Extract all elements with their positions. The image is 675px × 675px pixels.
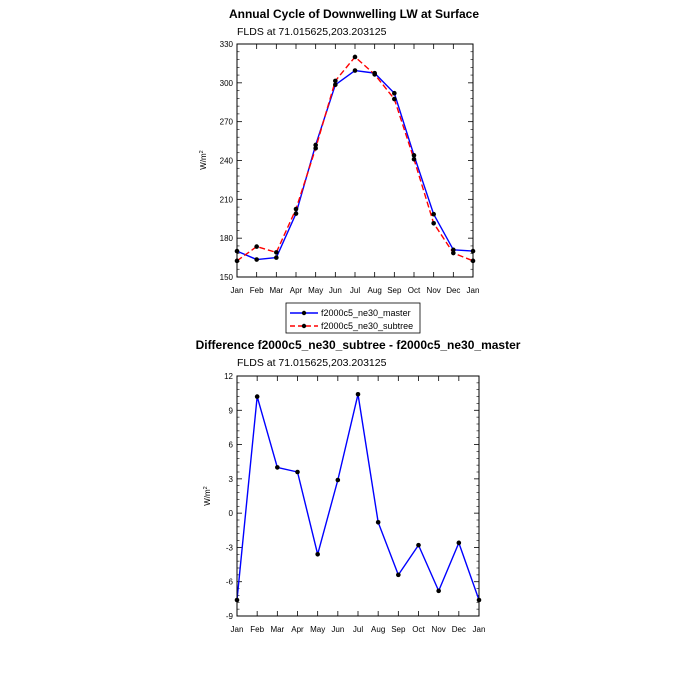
- data-point-0: [315, 552, 320, 557]
- x-tick-label: Mar: [269, 286, 284, 295]
- chart-subtitle: FLDS at 71.015625,203.203125: [237, 357, 387, 369]
- x-tick-label: Nov: [426, 286, 441, 295]
- y-tick-label: 150: [219, 273, 233, 282]
- x-tick-label: Sep: [391, 625, 406, 634]
- y-tick-label: -9: [225, 612, 233, 621]
- chart-title: Difference f2000c5_ne30_subtree - f2000c5_ne30_master: [195, 338, 521, 352]
- y-tick-label: 9: [228, 406, 233, 416]
- y-tick-label: 6: [228, 440, 233, 450]
- data-point-0: [294, 211, 299, 216]
- x-tick-label: Jan: [230, 625, 244, 634]
- legend-label-subtree: f2000c5_ne30_subtree: [321, 321, 414, 331]
- data-point-0: [254, 257, 259, 262]
- x-tick-label: Nov: [431, 625, 446, 634]
- y-tick-label: 240: [219, 156, 233, 166]
- x-tick-label: Dec: [446, 286, 461, 295]
- data-point-0: [336, 478, 341, 483]
- x-tick-label: Oct: [407, 286, 421, 295]
- y-axis-label: $W/m^2$: [199, 150, 208, 170]
- chart-subtitle: FLDS at 71.015625,203.203125: [237, 26, 387, 38]
- x-tick-label: Jan: [466, 286, 480, 295]
- x-tick-label: May: [308, 286, 324, 295]
- x-tick-label: Jul: [349, 286, 361, 295]
- legend-marker-subtree: [302, 324, 306, 328]
- data-point-1: [313, 146, 318, 151]
- x-tick-label: May: [310, 625, 326, 634]
- data-point-0: [436, 589, 441, 594]
- data-point-1: [254, 244, 259, 249]
- data-point-0: [295, 470, 300, 475]
- x-tick-label: Oct: [412, 625, 425, 634]
- data-point-0: [392, 91, 397, 96]
- y-tick-label: 180: [219, 234, 233, 244]
- data-point-0: [275, 465, 280, 470]
- data-point-1: [451, 251, 456, 256]
- x-tick-label: Jan: [230, 286, 244, 295]
- data-point-0: [255, 394, 260, 399]
- legend-label-master: f2000c5_ne30_master: [321, 308, 411, 318]
- data-point-1: [372, 72, 377, 77]
- x-tick-label: Aug: [371, 625, 386, 634]
- y-tick-label: 12: [224, 372, 233, 381]
- y-tick-label: -6: [225, 577, 233, 587]
- data-point-0: [376, 520, 381, 525]
- data-point-0: [353, 68, 358, 73]
- x-tick-label: Aug: [367, 286, 382, 295]
- data-point-1: [431, 221, 436, 226]
- data-point-0: [457, 541, 462, 546]
- legend: [286, 303, 420, 333]
- data-point-1: [353, 55, 358, 60]
- x-tick-label: Sep: [387, 286, 402, 295]
- y-tick-label: 330: [219, 40, 233, 49]
- data-point-0: [356, 392, 361, 397]
- y-tick-label: 270: [219, 117, 233, 127]
- x-tick-label: Jun: [331, 625, 345, 634]
- y-tick-label: 300: [219, 78, 233, 88]
- data-point-0: [416, 543, 421, 548]
- x-tick-label: Apr: [289, 286, 303, 295]
- data-point-1: [392, 97, 397, 102]
- y-tick-label: 210: [219, 195, 233, 205]
- y-axis-label: $W/m^2$: [203, 486, 212, 506]
- x-tick-label: Jul: [352, 625, 364, 634]
- x-tick-label: Jan: [472, 625, 486, 634]
- data-point-1: [333, 79, 338, 84]
- x-tick-label: Jun: [328, 286, 342, 295]
- y-tick-label: -3: [225, 543, 233, 553]
- x-tick-label: Feb: [249, 286, 264, 295]
- x-tick-label: Dec: [451, 625, 466, 634]
- data-point-1: [294, 207, 299, 212]
- x-tick-label: Mar: [270, 625, 285, 634]
- y-tick-label: 0: [228, 509, 233, 519]
- data-point-1: [274, 250, 279, 255]
- x-tick-label: Apr: [291, 625, 304, 634]
- chart-title: Annual Cycle of Downwelling LW at Surface: [228, 7, 480, 21]
- data-point-1: [412, 157, 417, 162]
- y-tick-label: 3: [228, 474, 233, 484]
- data-point-0: [274, 255, 279, 260]
- data-point-0: [431, 212, 436, 217]
- data-point-0: [396, 573, 401, 578]
- legend-marker-master: [302, 311, 306, 315]
- x-tick-label: Feb: [250, 625, 265, 634]
